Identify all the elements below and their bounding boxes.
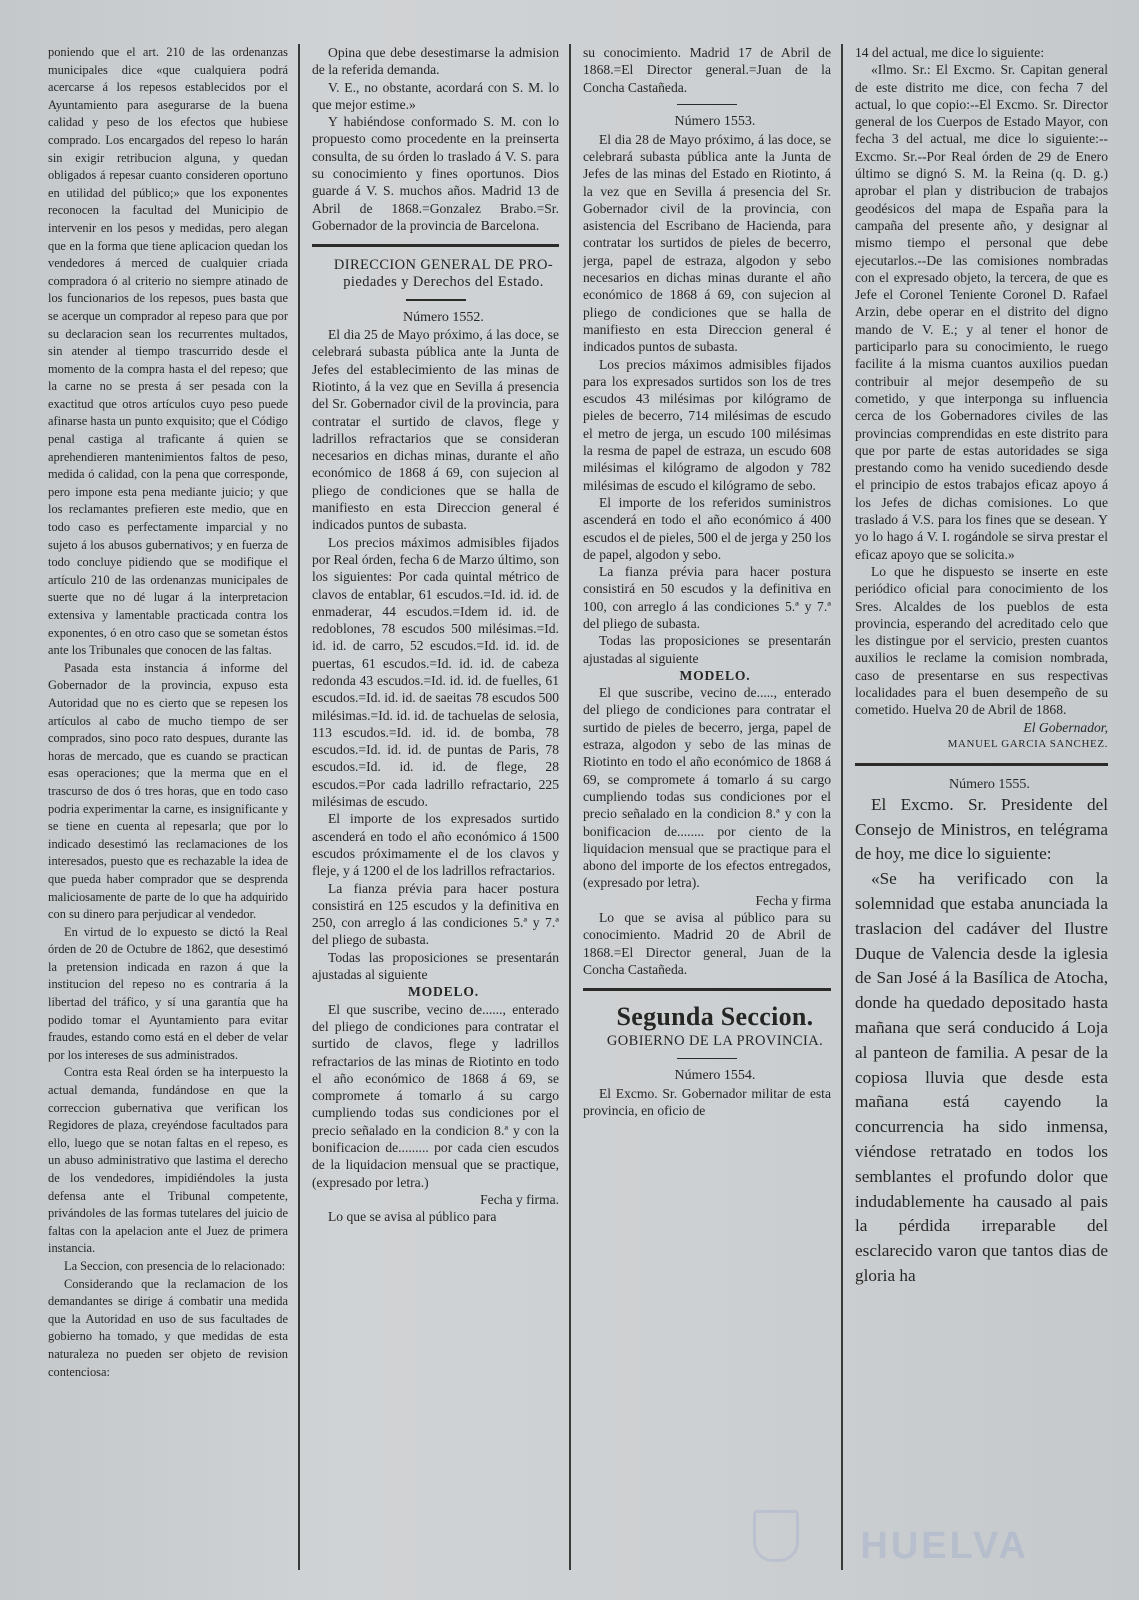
column-divider bbox=[569, 44, 571, 1570]
shield-icon bbox=[753, 1510, 799, 1562]
notice-number: Número 1552. bbox=[403, 309, 484, 325]
col3-paragraph-3: Los precios máximos admisibles fijados para los expresados surtidos son los de tres escudos 43 milésimas por kilógramo de pieles de becerro, 714 milésimas de escudo el metro de jerga, un escudo 100 milésimas la resma de papel de estraza, un escudo 608 milésimas el kilógramo de algodon y 782 milésimas de escudo el kilógramo de sebo. bbox=[583, 356, 831, 493]
section-rule bbox=[312, 244, 559, 246]
section-heading: GOBIERNO DE LA PROVINCIA. bbox=[606, 1032, 824, 1049]
col2-paragraph-2: V. E., no obstante, acordará con S. M. lo que mejor estime.» bbox=[312, 79, 559, 112]
library-watermark: HUELVA bbox=[860, 1525, 1029, 1567]
column-1 bbox=[48, 44, 288, 1570]
col3-paragraph-6: Todas las proposiciones se presentarán ajustadas al siguiente bbox=[583, 633, 831, 666]
col2-paragraph-5: Los precios máximos admisibles fijados por Real órden, fecha 6 de Marzo último, son los siguientes: Por cada quintal métrico de clavos de entablar, 61 escudos.=Id. id. id. de enmaderar, 44 escudos.=Idem id. id. de redoblones, 78 escudos 500 milésimas.=Id. id. id. de carro, 52 escudos.=Id. id. id. de puertas, 61 escudos.=Id. id. id. de cabeza redonda 43 escudos.=Id. id. id. de fuelles, 61 escudos.=Id. id. id. de saeitas 78 escudos 500 milésimas.=Id. id. id. de tachuelas de selosia, 113 escudos.=Id. id. id. de bomba, 78 escudos.=Id. id. id. de puntas de Paris, 78 escudos.=Id. id. id. de flege, 28 escudos.=Por cada ladrillo refractario, 225 milésimas de escudo. bbox=[312, 534, 559, 810]
section-rule bbox=[855, 763, 1108, 765]
short-rule bbox=[677, 104, 737, 106]
col3-paragraph-4: El importe de los referidos suministros ascenderá en todo el año económico á 400 escudos el de pieles, 500 el de jerga y 250 los de papel, algodon y sebo. bbox=[583, 494, 831, 562]
col1-paragraph-6: Considerando que la reclamacion de los demandantes se dirige á combatir una medida que la Autoridad en uso de sus facultades de gobierno ha tomado, y que medidas de esta naturaleza no pueden ser objeto de revision contenciosa: bbox=[48, 1276, 288, 1379]
col3-paragraph-9: El Excmo. Sr. Gobernador militar de esta provincia, en oficio de bbox=[583, 1085, 831, 1119]
date-signature-line: Fecha y firma bbox=[755, 892, 831, 908]
section-heading-line-2: piedades y Derechos del Estado. bbox=[343, 273, 544, 290]
column-4 bbox=[855, 44, 1108, 1570]
column-divider bbox=[841, 44, 843, 1570]
col4-paragraph-1: 14 del actual, me dice lo siguiente: bbox=[855, 45, 1045, 60]
col2-paragraph-8: Todas las proposiciones se presentarán ajustadas al siguiente bbox=[312, 949, 559, 983]
short-rule bbox=[406, 299, 466, 301]
notice-number: Número 1555. bbox=[949, 776, 1030, 792]
model-heading: MODELO. bbox=[408, 984, 479, 1000]
short-rule bbox=[677, 1058, 737, 1060]
col3-paragraph-1: su conocimiento. Madrid 17 de Abril de 1868.=El Director general.=Juan de la Concha Castañeda. bbox=[583, 45, 831, 95]
col4-paragraph-2: «Ilmo. Sr.: El Excmo. Sr. Capitan general de este distrito me dice, con fecha 7 del actual, lo que copio:--El Excmo. Sr. Director general de los Cuerpos de Estado Mayor, con fecha 3 del actual, me dice lo siguiente:--Excmo. Sr.--Por Real órden de 29 de Enero último se dignó S. M. la Reina (q. D. g.) aprobar el plan y distribucion de trabajos geodésicos del mapa de España para la campaña del presente año, y designar al mismo tiempo el personal que debe ejecutarlos.--De las comisiones nombradas con el expresado objeto, la tercera, de que es Jefe el Coronel Teniente Coronel D. Rafael Arzin, debe operar en el distrito del digno mando de V. E.; y al tener el honor de participarlo para su conocimiento, le ruego facilite á la misma cuantos auxilios puedan contribuir al mejor desempeño de su cometido, y que interponga su influencia cerca de los Gobernadores civiles de las provincias comprendidas en este distrito para que por parte de estas autoridades se siga prestando como ha venido sucediendo desde el principio de estos trabajos eficaz apoyo á los Jefes de dichas comisiones. Lo que traslado á V.S. para los fines que se desean. Y yo lo hago á V. I. rogándole se sirva prestar el eficaz apoyo que se solicita.» bbox=[855, 62, 1108, 562]
section-title: Segunda Seccion. bbox=[616, 1001, 814, 1031]
col2-paragraph-7: La fianza prévia para hacer postura consistirá en 125 escudos y la definitiva en 250, con arreglo á las condiciones 5.ª y 7.ª del pliego de subasta. bbox=[312, 880, 559, 948]
col1-paragraph-4: Contra esta Real órden se ha interpuesto la actual demanda, fundándose en que la correccion gubernativa que verifican los Regidores de plaza, creyéndose facultados para ello, luego que se notan faltas en el repeso, es un abuso administrativo que lastima el derecho de los vendedores, impidiéndoles la justa defensa ante el Tribunal competente, privándoles de las formas tutelares del juicio de faltas con la apelacion ante el Juez de primera instancia. bbox=[48, 1065, 288, 1256]
col4-paragraph-4: El Excmo. Sr. Presidente del Consejo de Ministros, en telégrama de hoy, me dice lo siguiente: bbox=[855, 794, 1108, 864]
col2-paragraph-4: El dia 25 de Mayo próximo, á las doce, se celebrará subasta pública ante la Junta de Jefes del establecimiento de las minas de Riotinto, á la vez que en Sevilla á presencia del Sr. Gobernador civil de la provincia, para contratar el surtido de clavos, flege y ladrillos refractarios que se consideran necesarios en dichas minas, durante el año económico de 1868 á 69, con sujecion al pliego de condiciones que se halla de manifiesto en esta Direccion general é indicados puntos de subasta. bbox=[312, 327, 559, 533]
model-heading: MODELO. bbox=[679, 667, 751, 683]
col2-paragraph-9: El que suscribe, vecino de......, enterado del pliego de condiciones para contratar el surtido de clavos, flege y ladrillos refractarios de las minas de Riotinto en todo el año económico de 1868 á 69, se compromete á tomarlo á su cargo cumpliendo todas sus condiciones por el precio señalado en la condicion 8.ª y con la bonificacion de......... por cada cien escudos de la liquidacion mensual que se practique, (expresado por letra.) bbox=[312, 1001, 559, 1190]
section-rule bbox=[583, 988, 831, 990]
col4-paragraph-3: Lo que he dispuesto se inserte en este periódico oficial para conocimiento de los Sres. Alcaldes de los pueblos de esta provincia, esperando del acreditado celo que les distingue por el servicio, presten cuantos auxilios le reclame la comision nombrada, caso de presentarse en sus respectivas localidades para el buen desempeño de su cometido. Huelva 20 de Abril de 1868. bbox=[855, 563, 1108, 718]
section-heading-line-1: DIRECCION GENERAL DE PRO- bbox=[333, 256, 554, 273]
notice-number: Número 1553. bbox=[674, 114, 756, 130]
date-signature-line: Fecha y firma. bbox=[480, 1191, 559, 1207]
col3-paragraph-5: La fianza prévia para hacer postura consistirá en 50 escudos y la definitiva en 100, con arreglo á las condiciones 5.ª y 7.ª del pliego de subasta. bbox=[583, 564, 831, 631]
column-3 bbox=[583, 44, 831, 1570]
col2-paragraph-10: Lo que se avisa al público para bbox=[328, 1209, 497, 1225]
col2-paragraph-1: Opina que debe desestimarse la admision de la referida demanda. bbox=[312, 45, 559, 78]
col4-paragraph-5: «Se ha verificado con la solemnidad que estaba anunciada la traslacion del cadáver del Ilustre Duque de Valencia desde la iglesia de San José á la Basílica de Atocha, donde ha quedado depositado hasta mañana que será conducido á Loja al panteon de familia. A pesar de la copiosa lluvia que desde esta mañana está cayendo la concurrencia ha sido inmensa, viéndose retratado en todos los semblantes el profundo dolor que indudablemente ha causado al pais la pérdida irreparable del esclarecido varon que tantos dias de gloria ha bbox=[855, 869, 1108, 1285]
col1-paragraph-1: poniendo que el art. 210 de las ordenanzas municipales dice «que cualquiera podrá acercarse á los repesos establecidos por el Ayuntamiento para asegurarse de la buena calidad y peso de los efectos que hubiese comprado. Los encargados del repeso lo harán sin exigir retribucion alguna, y quedan obligados á repesar cuanto consideren oportuno en utilidad del público;» que los exponentes reconocen la facultad del Municipio de intervenir en los pesos y medidas, pero alegan que en la forma que tiene aplicacion quedan los vendedores á merced de cualquier criada compradora ó al criterio no siempre atinado de los funcionarios de los repesos, pues basta que se acerque un comprador al repeso para que por su declaracion sean los recurrentes multados, sin atender al tiempo trascurrido desde el momento de la compra hasta el del repeso; que la carne no se presta á ser pesada con la exactitud que otros artículos cuyo peso puede afinarse hasta un punto exquisito; que el Código penal castiga al traficante á quien se aprehendieren mantenimientos faltos de peso, medida ó calidad, con la pena que corresponde, pero impone esta pena mediante juicio; y que los reclamantes prefieren este medio, que en todo caso es perfectamente imparcial y no sujeto á los abusos gubernativos; y en fuerza de todo concluye pidiendo que se modifique el artículo 210 de las ordenanzas municipales de suerte que no dé lugar á la interpretacion extensiva y lamentable practicada contra los exponentes, ó en otro caso que se sometan éstos ante los Tribunales que conocen de las faltas. bbox=[48, 45, 288, 658]
signature-name: MANUEL GARCIA SANCHEZ. bbox=[947, 737, 1108, 750]
col3-paragraph-8: Lo que se avisa al público para su conocimiento. Madrid 20 de Abril de 1868.=El Director general, Juan de la Concha Castañeda. bbox=[583, 910, 831, 977]
col2-paragraph-3: Y habiéndose conformado S. M. con lo propuesto como procedente en la preinserta consulta, de su órden lo traslado á V. S. para su conocimiento y fines oportunos. Dios guarde á V. S. muchos años. Madrid 13 de Abril de 1868.=Gonzalez Brabo.=Sr. Gobernador de la provincia de Barcelona. bbox=[312, 114, 559, 233]
col3-paragraph-2: El dia 28 de Mayo próximo, á las doce, se celebrará subasta pública ante la Junta de Jefes de las minas del Estado en Riotinto, á la vez que en Sevilla á presencia del Sr. Gobernador civil de la provincia, con asistencia del Escribano de Hacienda, para contratar los surtidos de pieles de becerro, jerga, papel de estraza, algodon y sebo necesarios en dichas minas durante el año económico de 1868 á 69, con sujecion al pliego de condiciones que se halla de manifiesto en esta Direccion general é indicados puntos de subasta. bbox=[583, 131, 831, 355]
col1-paragraph-3: En virtud de lo expuesto se dictó la Real órden de 20 de Octubre de 1862, que desestimó la pretension indicada en razon á que la institucion del repeso no es contraria á la libertad del tráfico, y sí una garantía que ha podido tomar el Ayuntamiento para evitar fraudes, estando como está en el deber de velar por los intereses de sus administrados. bbox=[48, 924, 288, 1062]
notice-number: Número 1554. bbox=[674, 1068, 756, 1084]
col1-paragraph-2: Pasada esta instancia á informe del Gobernador de la provincia, expuso esta Autoridad que no es cierto que se repesen los artículos al cabo de mucho tiempo de ser comprados, sino poco rato despues, durante las horas de mercado, que es cuando se practican esas operaciones; que la merma que en el trascurso de dos ó tres horas, que en todo caso podria experimentar la carne, es insignificante y se tiene en cuenta al repesarla; que por lo indicado desestimó las reclamaciones de los interesados, puesto que es rechazable la idea de que pueda haber comprador que se desprenda maliciosamente de parte de lo que ha adquirido con su dinero para perjudicar al vendedor. bbox=[48, 660, 288, 922]
col2-paragraph-6: El importe de los expresados surtido ascenderá en todo el año económico á 1500 escudos próximamente el de los clavos y fleje, y á 1200 el de los ladrillos refractarios. bbox=[312, 811, 559, 879]
column-2 bbox=[312, 44, 559, 1570]
col1-paragraph-5: La Seccion, con presencia de lo relacionado: bbox=[64, 1258, 286, 1273]
signature-title: El Gobernador, bbox=[1023, 719, 1108, 735]
column-divider bbox=[298, 44, 300, 1570]
col3-paragraph-7: El que suscribe, vecino de....., enterado del pliego de condiciones para contratar el surtido de pieles de becerro, jerga, papel de estraza, algodon y sebo de las minas de Riotinto en todo el año económico de 1868 á 69, se compromete á tomarlo á su cargo cumpliendo todas sus condiciones por el precio señalado en la condicion 8.ª y con la bonificacion de........ por ciento de la liquidacion mensual que se practique para el abono del importe de los efectos entregados, (expresado por letra). bbox=[583, 685, 831, 891]
